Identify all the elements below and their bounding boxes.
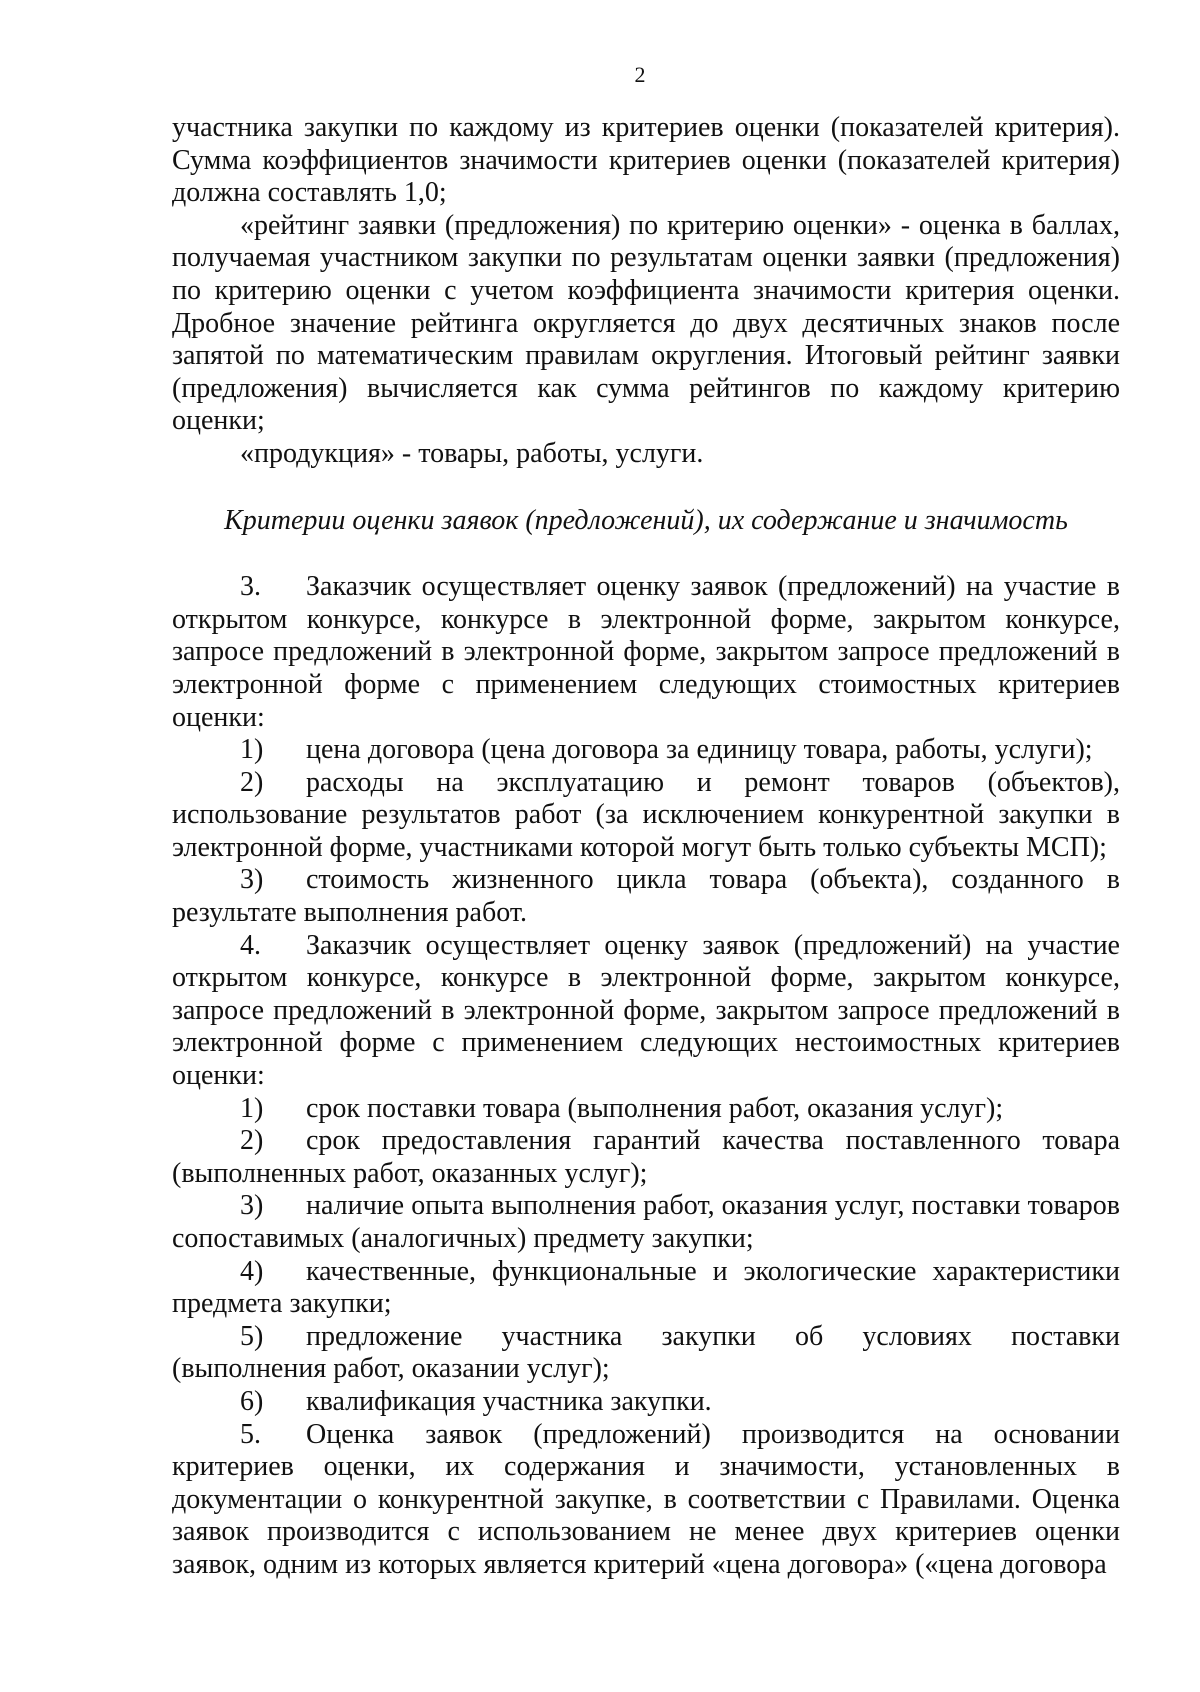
list-item (172, 1093, 1120, 1126)
paragraph: «рейтинг заявки (предложения) по критерию оценки» - оценка в баллах, получаемая участником закупки по результатам оценки заявки (предложения) по критерию оценки с учетом коэффициента значимости критерия оценки. Дробное значение рейтинга округляется до двух десятичных знаков после запятой по математическим правилам округления. Итоговый рейтинг заявки (предложения) вычисляется как сумма рейтингов по каждому критерию оценки; (172, 209, 1120, 437)
list-item (172, 571, 1120, 734)
item-text: срок предоставления гарантий качества поставленного товара (выполненных работ, оказанных услуг); (172, 1125, 1120, 1189)
page-number: 2 (634, 62, 646, 87)
list-item (172, 1190, 1120, 1255)
item-number: 4. (240, 929, 261, 961)
list-item (172, 767, 1120, 865)
item-text: стоимость жизненного цикла товара (объекта), созданного в результате выполнения работ. (172, 864, 1120, 929)
item-text: Оценка заявок (предложений) производится на основании критериев оценки, их содержания и значимости, установленных в документации о конкурентной закупке, в соответствии с Правилами. Оценка заявок производится с использованием не менее двух критериев оценки заявок, одним из которых является критерий «цена договора» («цена договора (172, 1418, 1120, 1580)
item-text: Заказчик осуществляет оценку заявок (предложений) на участие открытом конкурсе, конкурсе в электронной форме, закрытом конкурсе, запросе предложений в электронной форме, закрытом запросе предложений в электронной форме с применением следующих нестоимостных критериев оценки: (172, 929, 1120, 1092)
list-item (172, 1321, 1120, 1386)
paragraph: участника закупки по каждому из критериев оценки (показателей критерия). Сумма коэффициентов значимости критериев оценки (показателей критерия) должна составлять 1,0; (172, 112, 1120, 209)
item-text: квалификация участника закупки. (306, 1385, 712, 1417)
item-number: 5. (240, 1418, 261, 1450)
item-text: расходы на эксплуатацию и ремонт товаров (объектов), использование результатов работ (за исключением конкурентной закупки в электронной форме, участниками которой могут быть только субъекты МСП); (172, 766, 1120, 863)
item-number: 1) (240, 734, 264, 766)
item-text: Заказчик осуществляет оценку заявок (предложений) на участие в открытом конкурсе, конкурсе в электронной форме, закрытом конкурсе, запросе предложений в электронной форме, закрытом запросе предложений в электронной форме с применением следующих стоимостных критериев оценки: (172, 571, 1120, 733)
list-item (172, 1419, 1120, 1582)
item-text: цена договора (цена договора за единицу товара, работы, услуги); (306, 734, 1093, 766)
item-number: 2) (240, 1125, 264, 1157)
item-text: качественные, функциональные и экологические характеристики предмета закупки; (172, 1255, 1120, 1320)
item-text: предложение участника закупки об условиях поставки (выполнения работ, оказании услуг); (172, 1320, 1120, 1385)
item-number: 3) (240, 864, 264, 896)
list-item (172, 734, 1120, 767)
list-item (172, 1125, 1120, 1190)
item-number: 1) (240, 1092, 264, 1124)
list-item (172, 1386, 1120, 1419)
item-number: 3. (240, 571, 261, 603)
item-text: срок поставки товара (выполнения работ, оказания услуг); (306, 1092, 1004, 1124)
paragraph: «продукция» - товары, работы, услуги. (240, 437, 704, 469)
list-item (172, 1256, 1120, 1321)
item-number: 2) (240, 766, 264, 798)
item-number: 4) (240, 1255, 264, 1287)
item-number: 3) (240, 1190, 264, 1222)
list-item (172, 864, 1120, 929)
item-number: 5) (240, 1320, 264, 1352)
item-number: 6) (240, 1385, 264, 1417)
document-body (172, 112, 1120, 1582)
section-heading: Критерии оценки заявок (предложений), их содержание и значимость (224, 504, 1068, 536)
list-item (172, 930, 1120, 1093)
item-text: наличие опыта выполнения работ, оказания услуг, поставки товаров сопоставимых (аналогичных) предмету закупки; (172, 1190, 1120, 1254)
